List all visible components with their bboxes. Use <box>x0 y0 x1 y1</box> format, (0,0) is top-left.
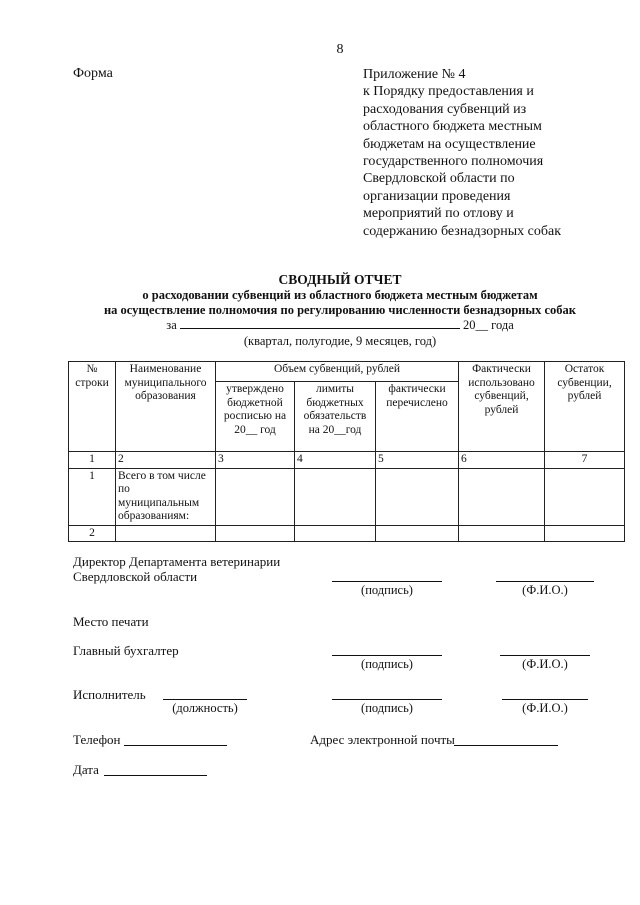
header-volume-group: Объем субвенций, рублей <box>216 362 459 382</box>
column-number: 3 <box>216 452 295 469</box>
row-number: 1 <box>69 468 116 525</box>
chief-accountant-label: Главный бухгалтер <box>73 643 179 658</box>
appendix-line: мероприятий по отлову и <box>363 206 514 222</box>
appendix-line: расходования субвенций из <box>363 101 527 117</box>
executor-signature-hint: (подпись) <box>361 701 413 715</box>
appendix-line: областного бюджета местным <box>363 119 542 135</box>
appendix-line: содержанию безнадзорных собак <box>363 223 562 239</box>
row-name: Всего в том числе по муниципальным образованиям: <box>116 468 216 525</box>
executor-position-line[interactable] <box>163 699 247 700</box>
cell-approved[interactable] <box>216 525 295 542</box>
director-title-line-1: Директор Департамента ветеринарии <box>73 554 281 569</box>
column-number: 5 <box>376 452 459 469</box>
cell-transferred[interactable] <box>376 525 459 542</box>
cell-remainder[interactable] <box>545 525 625 542</box>
row-name[interactable] <box>116 525 216 542</box>
director-name-line[interactable] <box>496 581 594 582</box>
appendix-line: бюджетам на осуществление <box>363 136 536 152</box>
period-line <box>0 318 640 333</box>
cell-limits[interactable] <box>295 468 376 525</box>
cell-used[interactable] <box>459 525 545 542</box>
period-suffix: 20__ года <box>463 318 514 332</box>
report-subtitle-line-1: о расходовании субвенций из областного бюджета местным бюджетам <box>142 288 538 302</box>
appendix-block <box>363 66 603 240</box>
accountant-name-hint: (Ф.И.О.) <box>522 657 568 671</box>
appendix-line: государственного полномочия <box>363 154 544 170</box>
period-blank[interactable] <box>180 318 460 329</box>
director-signature-line[interactable] <box>332 581 442 582</box>
header-municipality: Наименование муниципального образования <box>116 362 216 452</box>
email-label: Адрес электронной почты <box>310 732 455 747</box>
column-number: 1 <box>69 452 116 469</box>
header-remainder: Остаток субвенции, рублей <box>545 362 625 452</box>
phone-label: Телефон <box>73 732 121 747</box>
column-number: 2 <box>116 452 216 469</box>
appendix-line: Свердловской области по <box>363 171 515 187</box>
accountant-name-line[interactable] <box>500 655 590 656</box>
phone-line[interactable] <box>124 745 227 746</box>
director-name-hint: (Ф.И.О.) <box>522 583 568 597</box>
header-approved: утверждено бюджетной росписью на 20__ год <box>216 382 295 452</box>
cell-limits[interactable] <box>295 525 376 542</box>
period-prefix: за <box>166 318 177 332</box>
executor-name-line[interactable] <box>502 699 588 700</box>
appendix-line: к Порядку предоставления и <box>363 84 534 100</box>
page-number: 8 <box>336 42 344 57</box>
header-transferred: фактически перечислено <box>376 382 459 452</box>
report-table <box>68 361 625 542</box>
row-number: 2 <box>69 525 116 542</box>
appendix-line: Приложение № 4 <box>363 67 466 82</box>
director-signature-hint: (подпись) <box>361 583 413 597</box>
report-title: СВОДНЫЙ ОТЧЕТ <box>278 272 402 287</box>
executor-label: Исполнитель <box>73 687 146 702</box>
appendix-line: организации проведения <box>363 188 511 204</box>
table-row <box>69 468 625 525</box>
report-subtitle-line-2: на осуществление полномочия по регулированию численности безнадзорных собак <box>103 303 577 317</box>
period-hint: (квартал, полугодие, 9 месяцев, год) <box>243 334 437 348</box>
cell-approved[interactable] <box>216 468 295 525</box>
header-row-number: № строки <box>69 362 116 452</box>
seal-place: Место печати <box>73 614 149 629</box>
executor-name-hint: (Ф.И.О.) <box>522 701 568 715</box>
executor-position-hint: (должность) <box>172 701 238 715</box>
director-title-line-2: Свердловской области <box>73 569 198 584</box>
date-label: Дата <box>73 762 99 777</box>
header-used: Фактически использовано субвенций, рублей <box>459 362 545 452</box>
executor-signature-line[interactable] <box>332 699 442 700</box>
cell-used[interactable] <box>459 468 545 525</box>
cell-transferred[interactable] <box>376 468 459 525</box>
column-number: 7 <box>545 452 625 469</box>
accountant-signature-line[interactable] <box>332 655 442 656</box>
accountant-signature-hint: (подпись) <box>361 657 413 671</box>
column-number: 6 <box>459 452 545 469</box>
date-line[interactable] <box>104 775 207 776</box>
table-row <box>69 525 625 542</box>
form-label: Форма <box>73 66 113 81</box>
header-limits: лимиты бюджетных обязательств на 20__год <box>295 382 376 452</box>
email-line[interactable] <box>454 745 558 746</box>
cell-remainder[interactable] <box>545 468 625 525</box>
column-number: 4 <box>295 452 376 469</box>
